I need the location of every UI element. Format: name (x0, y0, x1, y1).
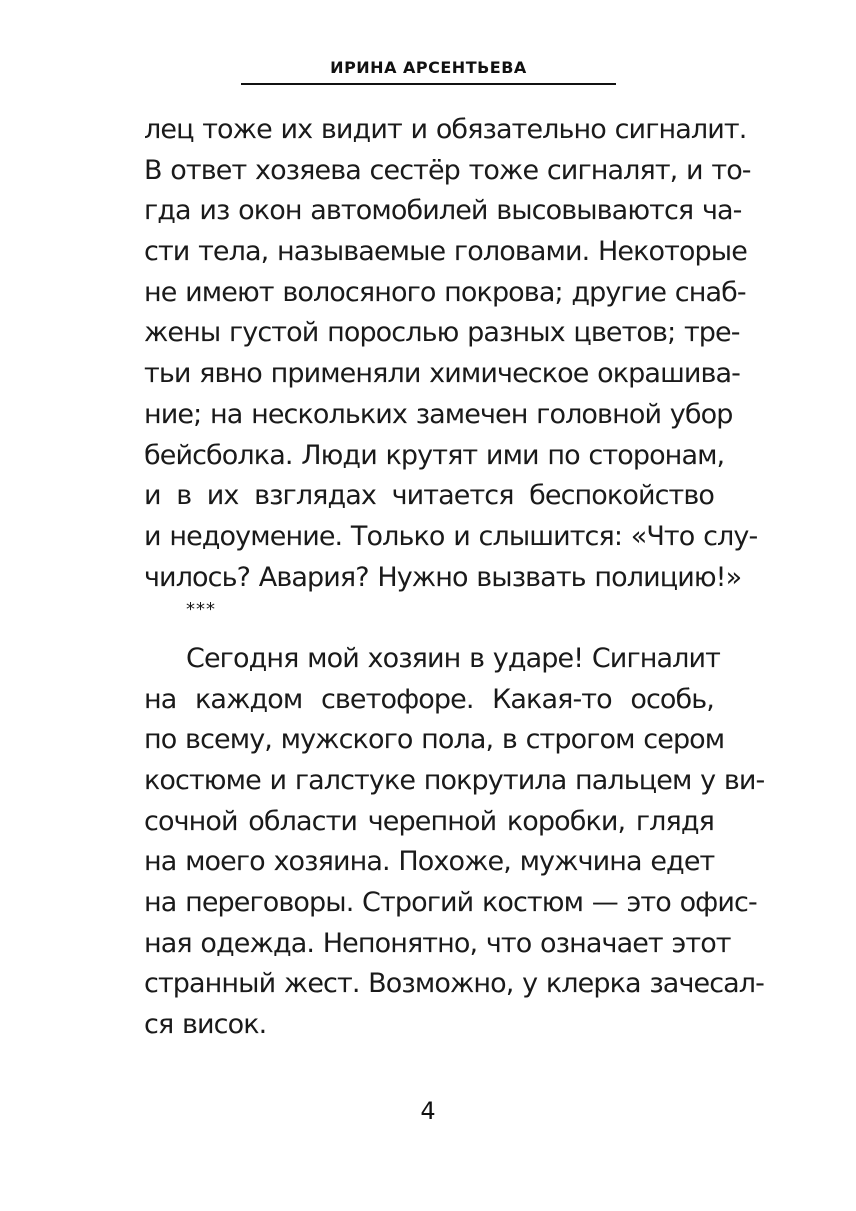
text-line: на каждом светофоре. Какая-то особь, (144, 683, 714, 715)
text-line: на моего хозяина. Похоже, мужчина едет (144, 846, 715, 878)
page-number: 4 (420, 1097, 436, 1125)
text-line: ние; на нескольких замечен головной убор (144, 398, 733, 430)
text-line: на переговоры. Строгий костюм — это офис- (144, 887, 757, 919)
text-line: не имеют волосяного покрова; другие снаб- (144, 276, 746, 308)
text-line: жены густой порослью разных цветов; тре- (144, 317, 740, 349)
text-line: ная одежда. Непонятно, что означает этот (144, 927, 731, 959)
text-line: сочной области черепной коробки, глядя (144, 805, 714, 837)
text-line: чилось? Авария? Нужно вызвать полицию!» (144, 561, 742, 593)
text-line: по всему, мужского пола, в строгом сером (144, 724, 725, 756)
text-line: сти тела, называемые головами. Некоторые (144, 236, 747, 268)
text-line: Сегодня мой хозяин в ударе! Сигналит (186, 642, 720, 674)
text-line: и недоумение. Только и слышится: «Что слу- (144, 520, 758, 552)
text-line: ся висок. (144, 1009, 267, 1041)
text-line: и в их взглядах читается беспокойство (144, 480, 714, 512)
running-head-author: ИРИНА АРСЕНТЬЕВА (330, 58, 527, 77)
body-text (144, 110, 765, 1046)
header-rule (241, 83, 616, 85)
text-line: бейсболка. Люди крутят ими по сторонам, (144, 439, 725, 471)
text-line: тьи явно применяли химическое окрашива- (144, 358, 741, 390)
text-line: лец тоже их видит и обязательно сигналит. (144, 114, 747, 145)
text-line: гда из окон автомобилей высовываются ча- (144, 195, 742, 227)
text-line: странный жест. Возможно, у клерка зачесал- (144, 968, 764, 1000)
text-line: костюме и галстуке покрутила пальцем у ви- (144, 765, 765, 796)
section-separator: *** (186, 599, 216, 621)
text-line: В ответ хозяева сестёр тоже сигналят, и то- (144, 154, 751, 186)
